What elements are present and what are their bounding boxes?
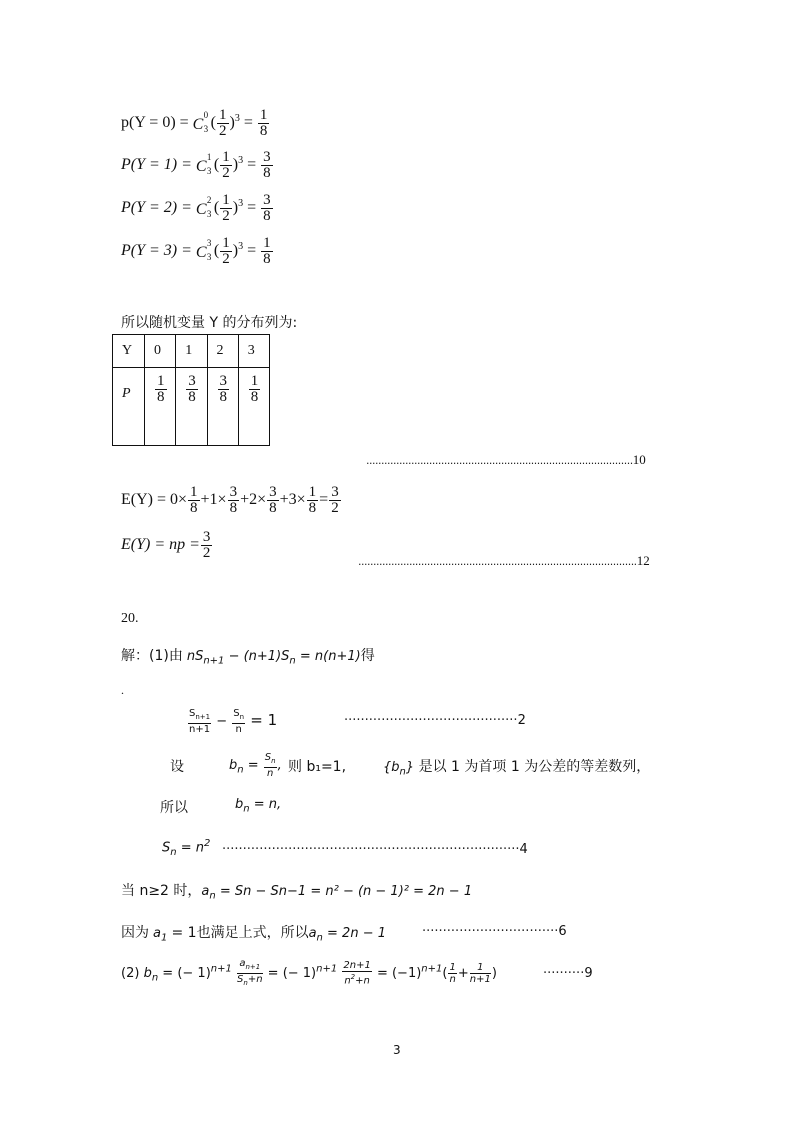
fraction: $\frac{1}{8}$: [263, 235, 271, 267]
score-value: 6: [558, 924, 567, 939]
therefore-word: 所以: [160, 800, 188, 816]
table-cell: 3: [238, 335, 269, 368]
score-line-10: [366, 452, 646, 468]
page-number: 3: [393, 1043, 401, 1057]
bn-definition: $b_n$ = $\frac{S_n}{n}$ ,: [229, 752, 282, 779]
score-line-9: [543, 964, 593, 982]
prob-line-1: P(Y = 1) = C 1 3 ( $\frac{1}{2}$ )$^3$ = $\frac{3}{8}$: [121, 149, 271, 181]
prob-lhs: P(Y = 3) =: [121, 242, 196, 260]
a1-check: 因为 $a_1 = 1$也满足上式，所以$a_n = 2n - 1$: [121, 925, 386, 944]
part2-equation: (2) $b_n$ = (− 1)$^{n+1}$ $\frac{a_{n+1}}{S_n+n}$ = (− 1)$^{n+1}$ $\frac{2n+1}{n^2+n}$ = $(-1)^{n+1}$( $\frac{1}{n}$ + $\frac{1}{n+1}$ ): [121, 958, 497, 987]
fraction: $\frac{1}{2}$: [219, 107, 227, 139]
score-value: 4: [519, 842, 528, 857]
score-line-4: [222, 840, 528, 858]
fraction: $\frac{3}{8}$: [263, 192, 271, 224]
fraction: $\frac{3}{2}$: [202, 529, 211, 561]
table-cell: P: [113, 368, 145, 446]
expectation-line-2: [121, 530, 213, 561]
score-value: 12: [636, 553, 650, 568]
score-line-12: [358, 553, 650, 569]
score-line-2: [344, 711, 526, 729]
table-cell: [176, 368, 207, 446]
fraction: $\frac{1}{2}$: [222, 149, 230, 181]
fraction: $\frac{1}{8}$: [250, 373, 259, 405]
expectation-label: E(Y) = 0×: [121, 491, 188, 509]
prob-lhs: P(Y = 2) =: [121, 199, 196, 217]
prob-line-0: p(Y = 0) = C 0 3 ( $\frac{1}{2}$ )$^3$ = $\frac{1}{8}$: [121, 107, 268, 139]
binomial-coefficient: C 1 3: [195, 151, 212, 176]
fraction: $\frac{1}{8}$: [190, 484, 198, 516]
fraction: $\frac{1}{2}$: [222, 192, 230, 224]
stray-dot: .: [121, 683, 124, 697]
table-cell: [238, 368, 269, 446]
ratio-equation: $\frac{S_{n+1}}{n+1}$ − $\frac{S_n}{n}$ = 1: [189, 708, 278, 735]
fraction: $\frac{3}{8}$: [229, 484, 238, 516]
binomial-coefficient: C 2 3: [195, 194, 212, 219]
dot-leader: ········································································: [222, 842, 520, 857]
prob-line-3: P(Y = 3) = C 3 3 ( $\frac{1}{2}$ )$^3$ = $\frac{1}{8}$: [121, 235, 271, 267]
prob-lhs: P(Y = 1) =: [121, 156, 196, 174]
bn-result: $b_n = n$,: [235, 797, 282, 815]
dot-leader: .............................................................................................: [358, 555, 637, 568]
table-cell: Y: [113, 335, 145, 368]
binomial-coefficient: C 0 3: [192, 109, 209, 134]
problem-number: 20.: [121, 611, 139, 626]
fraction: $\frac{3}{8}$: [219, 373, 227, 405]
table-cell: 1: [176, 335, 207, 368]
table-cell: [145, 368, 176, 446]
then-text: 则 b₁=1,: [288, 759, 347, 775]
table-cell: 2: [207, 335, 238, 368]
fraction: $\frac{1}{8}$: [157, 373, 165, 405]
fraction: $\frac{3}{2}$: [331, 484, 339, 516]
prob-line-2: P(Y = 2) = C 2 3 ( $\frac{1}{2}$ )$^3$ = $\frac{3}{8}$: [121, 192, 271, 224]
binomial-coefficient: C 3 3: [195, 237, 212, 262]
expectation-line-1: E(Y) = 0× $\frac{1}{8}$ +1× $\frac{3}{8}$ +2× $\frac{3}{8}$ +3× $\frac{1}{8}$ = $\frac{3}{2}$: [121, 484, 339, 516]
fraction: $\frac{1}{2}$: [222, 235, 230, 267]
fraction: $\frac{1}{8}$: [259, 107, 268, 139]
score-line-6: [422, 922, 567, 940]
table-cell: 0: [145, 335, 176, 368]
sequence-description: $\{b_n\}$ 是以 1 为首项 1 为公差的等差数列，: [383, 759, 651, 778]
dot-leader: .........................................................................................: [366, 454, 633, 467]
sn-result: $S_n = n^2$: [162, 838, 211, 858]
dot-leader: ··········································: [344, 713, 518, 728]
table-cell: [207, 368, 238, 446]
score-value: 9: [584, 966, 593, 981]
score-value: 2: [517, 713, 526, 728]
fraction: $\frac{3}{8}$: [269, 484, 277, 516]
an-derivation: 当 n≥2 时，$a_n = Sn - Sn-1 = n^2 - (n - 1)^2 = 2n - 1$: [121, 883, 473, 902]
distribution-intro: 所以随机变量 Y 的分布列为:: [121, 315, 298, 331]
dot-leader: ·································: [422, 924, 559, 939]
fraction: $\frac{3}{8}$: [263, 149, 271, 181]
table-row: [113, 335, 270, 368]
score-value: 10: [632, 452, 646, 467]
table-row: [113, 368, 270, 446]
distribution-table: [112, 334, 270, 446]
let-word: 设: [170, 759, 184, 775]
fraction: $\frac{3}{8}$: [188, 373, 196, 405]
dot-leader: ··········: [543, 966, 585, 981]
expectation-label: E(Y) = np =: [121, 536, 200, 554]
fraction: $\frac{1}{8}$: [308, 484, 317, 516]
prob-lhs: p(Y = 0) =: [121, 114, 193, 132]
solution-intro: 解：(1)由 $nS_{n+1} - (n+1)S_n = n(n+1)$得: [121, 648, 375, 667]
